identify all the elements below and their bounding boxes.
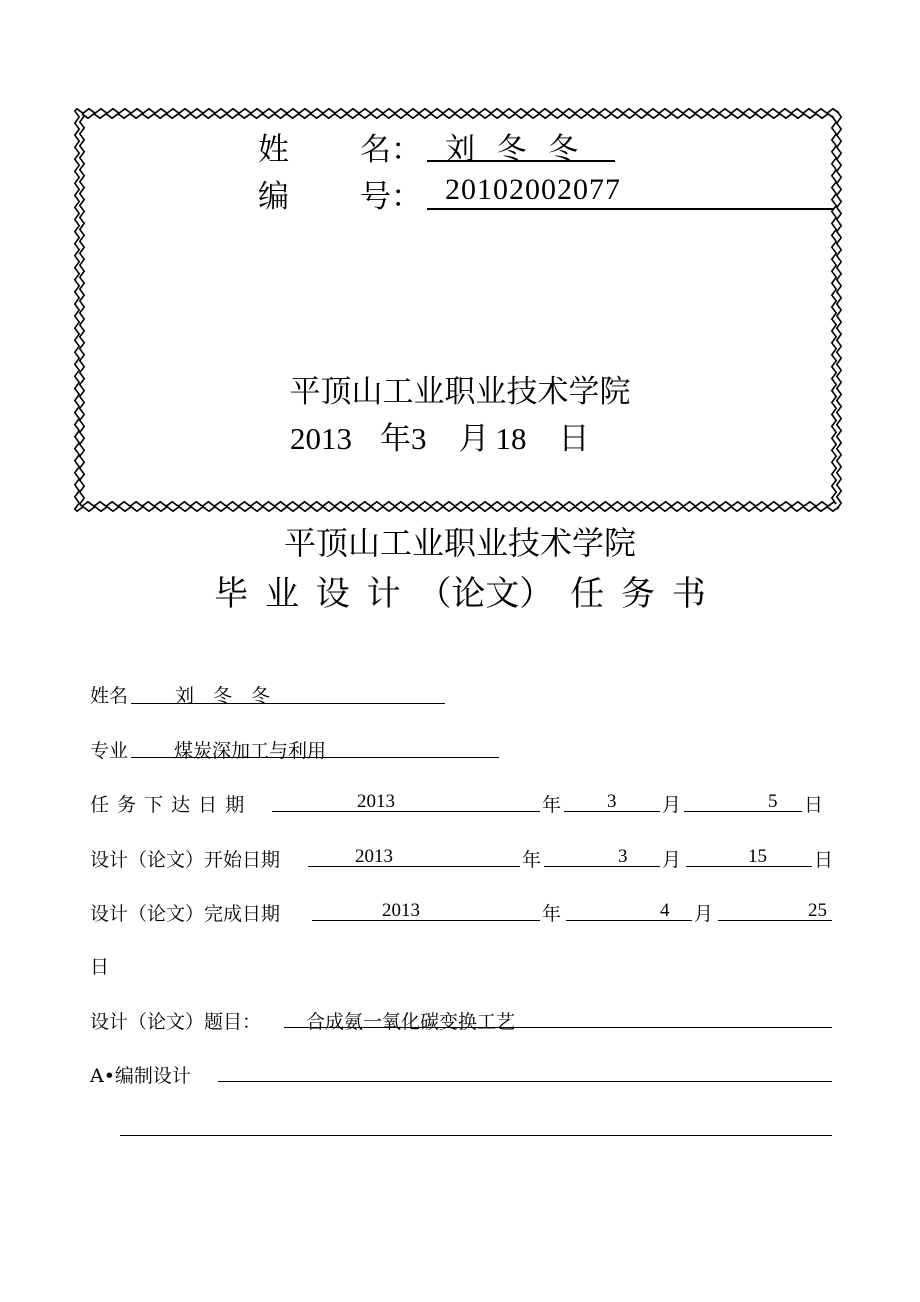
form-issue-month-unit: 月: [662, 794, 682, 816]
form-finish-month-unit: 月: [694, 903, 714, 925]
cover-date-day: 18: [495, 421, 527, 456]
cover-id-underline: [427, 208, 833, 210]
form-start-month-unit: 月: [662, 849, 682, 871]
cover-date-month-unit: 月: [458, 421, 490, 457]
form-topic-label: 设计（论文）题目：: [90, 1011, 262, 1033]
form-issue-year-underline: [272, 811, 540, 812]
cover-date-month: 3: [411, 421, 427, 456]
heading-school-name: 平顶山工业职业技术学院: [283, 524, 636, 562]
cover-name-value: 刘 冬 冬: [445, 132, 585, 167]
cover-id-label-1: 编: [258, 179, 289, 215]
cover-name-label-2: 名：: [360, 132, 422, 168]
cover-date-year-unit: 年: [380, 421, 411, 457]
form-start-year: 2013: [355, 846, 393, 867]
form-issue-year-unit: 年: [542, 794, 562, 816]
form-topic-value: 合成氨一氧化碳变换工艺: [306, 1011, 516, 1033]
form-issue-year: 2013: [357, 791, 395, 812]
form-issue-day-unit: 日: [804, 794, 824, 816]
form-finish-year-underline: [312, 920, 540, 921]
form-finish-year-unit: 年: [542, 903, 562, 925]
form-issue-day: 5: [768, 791, 778, 812]
form-section-a-underline-1: [218, 1081, 832, 1082]
form-finish-label: 设计（论文）完成日期: [90, 903, 281, 925]
form-finish-day: 25: [808, 900, 827, 921]
form-start-year-unit: 年: [522, 849, 542, 871]
cover-id-label-2: 号：: [360, 179, 422, 215]
cover-date-day-unit: 日: [558, 421, 590, 457]
form-finish-day-unit: 日: [90, 956, 110, 978]
heading-doc-title: 毕 业 设 计 （论文） 任 务 书: [214, 574, 706, 614]
cover-name-underline: [427, 160, 615, 162]
form-start-label: 设计（论文）开始日期: [90, 849, 281, 871]
form-major-value: 煤炭深加工与利用: [174, 740, 327, 762]
form-major-label: 专业: [90, 740, 129, 762]
cover-date: [290, 413, 590, 458]
cover-school-name: 平顶山工业职业技术学院: [289, 374, 631, 410]
form-issue-label: 任 务 下 达 日 期: [90, 794, 245, 816]
form-section-a-label: A•编制设计: [90, 1065, 191, 1087]
form-section-a-underline-2: [120, 1135, 832, 1136]
form-topic-underline: [284, 1027, 832, 1028]
form-finish-month-underline: [566, 920, 692, 921]
form-start-day-unit: 日: [814, 849, 834, 871]
cover-name-label-1: 姓: [258, 132, 289, 168]
form-start-day: 15: [748, 846, 767, 867]
form-name-label: 姓名: [90, 685, 129, 707]
form-major-underline: [131, 757, 499, 758]
cover-date-year: 2013: [290, 421, 352, 456]
form-start-year-underline: [308, 866, 520, 867]
form-name-value: 刘 冬 冬: [175, 685, 271, 707]
form-name-underline: [131, 703, 445, 704]
form-issue-month: 3: [607, 791, 617, 812]
form-issue-day-underline: [684, 811, 802, 812]
form-finish-month: 4: [660, 900, 670, 921]
form-finish-year: 2013: [382, 900, 420, 921]
form-start-month-underline: [544, 866, 660, 867]
form-start-month: 3: [618, 846, 628, 867]
cover-id-value: 20102002077: [445, 173, 621, 206]
